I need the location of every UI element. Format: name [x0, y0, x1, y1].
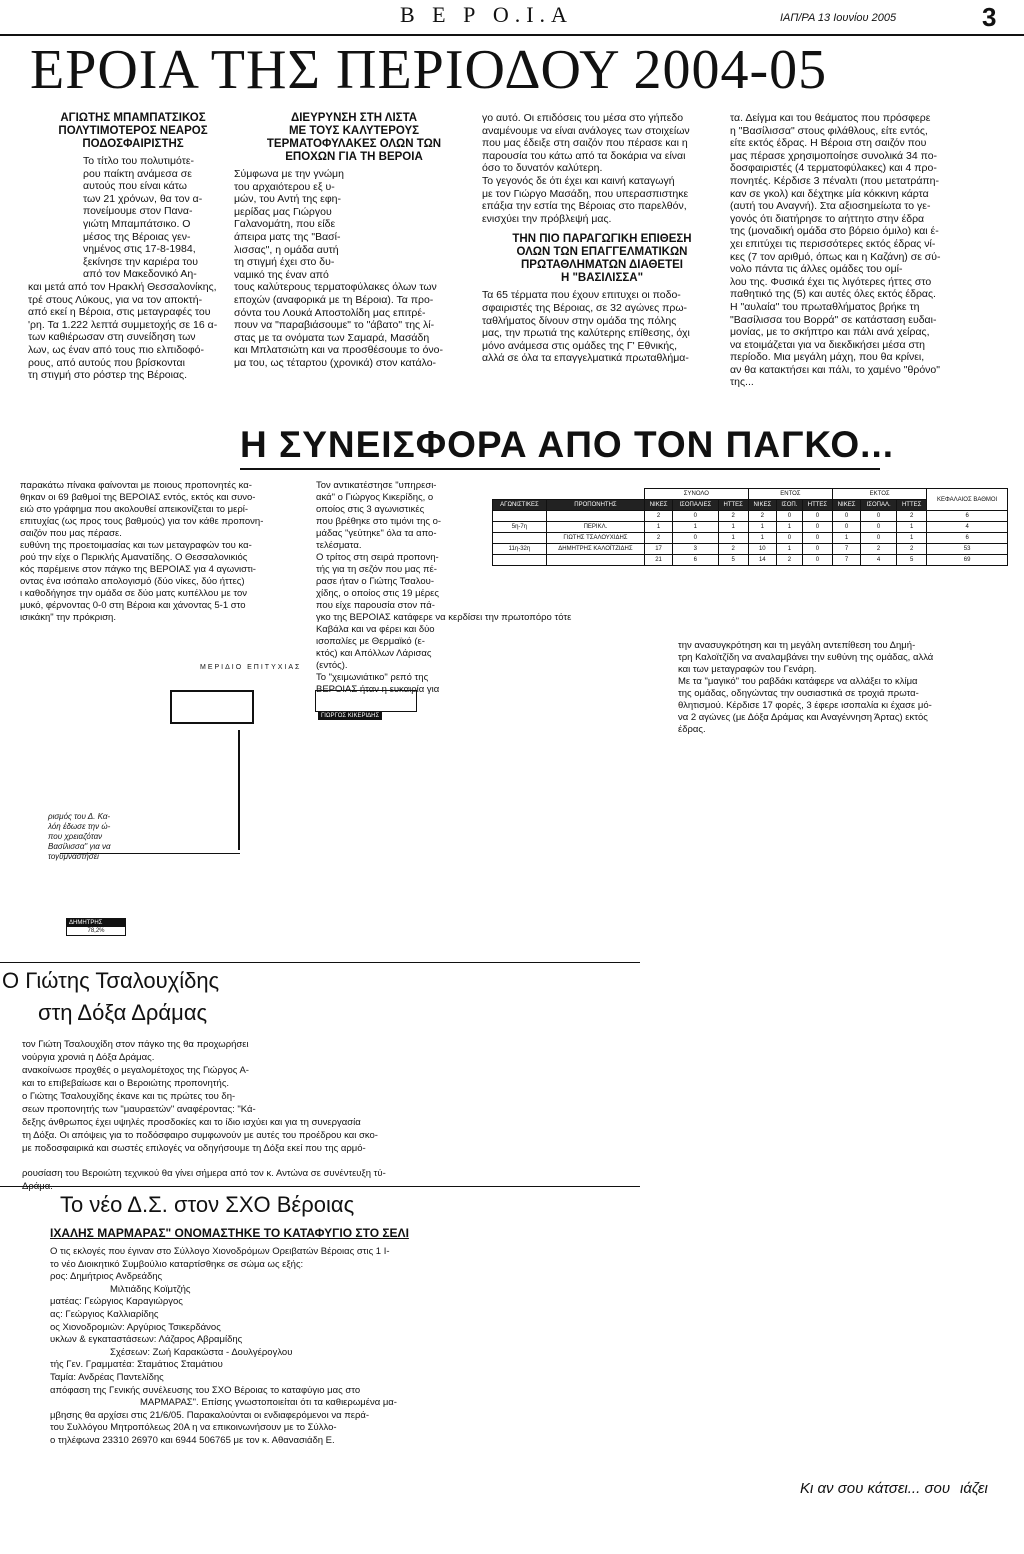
coach-name-tag: ΓΙΩΡΓΟΣ ΚΙΚΕΡΙΔΗΣ	[318, 712, 382, 720]
table-row: 2 0 2 2 0 0 0 0 2 6	[493, 511, 1008, 522]
percentage-tag	[66, 918, 126, 936]
chart-caption: ΜΕΡΙΔΙΟ ΕΠΙΤΥΧΙΑΣ	[200, 664, 302, 671]
article-babatsikos	[28, 112, 238, 382]
table-group-header: ΚΕΦΑΛΑΙΟΣ ΒΑΘΜΟΙ	[927, 489, 1008, 511]
page-number: 3	[982, 2, 997, 32]
percentage-tag-value: 78,2%	[87, 928, 105, 934]
section-divider-2	[0, 1186, 640, 1187]
dateline: ΙΑΠ/ΡΑ 13 Ιουνίου 2005	[780, 12, 897, 24]
chart-vertical-rule	[238, 730, 240, 850]
photo-caption: ρισμός του Δ. Κα- λόη έδωσε την ώ- που χρειαζόταν Βασίλισσα" για να τογυμναστήσει	[48, 812, 111, 861]
table-group-header: ΣΥΝΟΛΟ	[645, 489, 749, 500]
article-goalkeepers-title: ΔΙΕΥΡΥΝΣΗ ΣΤΗ ΛΙΣΤΑ ΜΕ ΤΟΥΣ ΚΑΛΥΤΕΡΟΥΣ ΤΕΡΜΑΤΟΦΥΛΑΚΕΣ ΟΛΩΝ ΤΩΝ ΕΠΟΧΩΝ ΓΙΑ ΤΗ ΒΕΡΟΙΑ	[266, 112, 442, 163]
sxo-headline: Το νέο Δ.Σ. στον ΣΧΟ Βέροιας	[60, 1192, 355, 1217]
coaches-table	[492, 488, 1008, 566]
table-group-header-row	[493, 489, 1008, 500]
bench-article-left: παρακάτω πίνακα φαίνονται με ποιους προπονητές κα- θηκαν οι 69 βαθμοί της ΒΕΡΟΙΑΣ εντός, εκτός και συνο- ειώ στο γράφημα που ακολουθεί απεικονίζεται το μερί- επιτυχίας (ως προς τους βαθμούς) για τον κάθε προπονη- σαιζόν που μας πέρασε. ευθύνη της προετοιμασίας και των μεταγραφών του κα- ρού την είχε ο Περικλής Αμανατίδης. Ο Θεσσαλονικιός κός παρέμεινε στον πάγκο της ΒΕΡΟΙΑΣ για 4 αγωνιστι- οντας ένα ισόπαλο απολογισμό (δύο νίκες, δύο ήττες) ι καθοδήγησε την ομάδα σε δύο ματς κυπέλλου με τον μυκό, φέρνοντας 0-0 στη Βέροια και χάνοντας 5-1 στο ισικάκη" την πρόκριση.	[20, 480, 264, 623]
article-babatsikos-body: Το τίτλο του πολυτιμότε- ρου παίκτη ανάμεσα σε αυτούς που είναι κάτω των 21 χρόνων, θα τον α- πονείμουμε στον Πανα- γιώτη Μπαμπάτσικο. Ο μέσος της Βέροιας γεν- νημένος στις 17-8-1984, ξεκίνησε την καριέρα του από τον Μακεδονικό Αη- και μετά από τον Ηρακλή Θεσσαλονίκης, τρέ στους Λύκους, για να τον αποκτή- από εκεί η Βέροια, στις μεταγραφές του 'ρη. Τα 1.222 λεπτά συμμετοχής σε 16 α- των καθιέρωσαν στη συνείδηση των λων, ως έναν από τους πιο ελπιδοφό- ρους, από αυτούς που βρίσκονται τη στιγμή στο ρόστερ της Βέροιας.	[28, 155, 218, 382]
sxo-subhead: ΙΧΑΛΗΣ ΜΑΡΜΑΡΑΣ" ΟΝΟΜΑΣΤΗΚΕ ΤΟ ΚΑΤΑΦΥΓΙΟ ΣΤΟ ΣΕΛΙ	[50, 1226, 409, 1240]
article-attack: γο αυτό. Οι επιδόσεις του μέσα στο γήπεδο αναμένουμε να είναι ανάλογες των στοιχείων που μας έδειξε στη σαιζόν που πέρασε και η παρουσία του κάτω από τα δοκάρια να είναι όσο το δυνατόν καλύτερη. Το γεγονός δε ότι έχει και καινή καταγωγή με τον Γιώργο Μασάδη, που υπερασπιστηκε επάξια την εστία της Βέροιας στο παρελθόν, ενισχύει την πρόβλεψή μας. ΤΗΝ ΠΙΟ ΠΑΡΑΓΩΓΙΚΗ ΕΠΙΘΕΣΗ ΟΛΩΝ ΤΩΝ ΕΠΑΓΓΕΛΜΑΤΙΚΩΝ ΠΡΩΤΑΘΛΗΜΑΤΩΝ ΔΙΑΘΕΤΕΙ Η "ΒΑΣΙΛΙΣΣΑ" Τα 65 τέρματα που έχουν επιτυχει οι ποδο- σφαιριστές της Βέροιας, σε 32 αγώνες πρω- ταθλήματος δίνουν στην ομάδα της πόλης μας, την πρωτιά της καλύτερης επίθεσης, όχι μόνο ανάμεσα στις ομάδες της Γ' Εθνικής, αλλά σε όλα τα επαγγελματικά πρωταθλήμα-	[482, 112, 722, 365]
table-total-row: 21 6 5 14 2 0 7 4 5 69	[493, 555, 1008, 566]
tsalouchidis-headline-2: στη Δόξα Δράμας	[38, 1000, 208, 1025]
section-divider	[0, 962, 640, 963]
article-goalkeepers	[234, 112, 474, 370]
table-header-row: ΑΓΩΝΙΣΤΙΚΕΣ ΠΡΟΠΟΝΗΤΗΣ ΝΙΚΕΣ ΙΣΟΠΑΛΙΕΣ ΗΤΤΕΣ ΝΙΚΕΣ ΙΣΟΠ. ΗΤΤΕΣ ΝΙΚΕΣ ΙΣΟΠΑΛ. ΗΤΤΕΣ	[493, 500, 1008, 511]
masthead: Β Ε Ρ Ο.Ι.Α	[400, 2, 573, 27]
footer-tagline-left: Κι αν σου κάτσει... σου	[800, 1480, 951, 1497]
article-goalkeepers-body: Σύμφωνα με την γνώμη του αρχαιότερου εξ υ- μών, του Αντή της εφη- μερίδας μας Γιώργου Γαλανομάτη, που είδε άπειρα ματς της "Βασί- λισσας", η ομάδα αυτή τη στιγμή έχει στο δυ- ναμικό της έναν από τους καλύτερους τερματοφύλακες όλων των εποχών (αναφορικά με τη Βέροια). Τα προ- σόντα του Λουκά Αποστολίδη μας επιτρέ- πουν να "παραβιάσουμε" το "άβατο" της λί- στας με τα ονόματα των Σαμαρά, Μασάδη και Μπλατσιώτη και να προσθέσουμε το όνο- μα του, ως τέταρτου (χρονικά) στον κατάλο-	[234, 168, 443, 369]
table-group-header: ΕΚΤΟΣ	[833, 489, 927, 500]
page-banner: ΕΡΟΙΑ ΤΗΣ ΠΕΡΙΟΔΟΥ 2004-05	[30, 39, 828, 101]
percentage-tag-name: ΔΗΜΗΤΡΗΣ	[67, 919, 125, 927]
bench-headline: Η ΣΥΝΕΙΣΦΟΡΑ ΑΠΟ ΤΟΝ ΠΑΓΚΟ...	[240, 424, 895, 465]
bench-headline-rule	[240, 468, 880, 470]
table-row: ΓΙΩΤΗΣ ΤΣΑΛΟΥΧΙΔΗΣ 2 0 1 1 0 0 1 0 1 6	[493, 533, 1008, 544]
tsalouchidis-body: τον Γιώτη Τσαλουχίδη στον πάγκο της θα προχωρήσει νούργια χρονιά η Δόξα Δράμας. ανακοίνωσε προχθές ο μεγαλομέτοχος της Γιώργος Α- και το επιβεβαίωσε και ο Βεροιώτης προπονητής. ο Γιώτης Τσαλουχίδης έκανε και τις πρώτες του δη- σεων προπονητής των "μαυραετών" αναφέροντας: "Κά- δεξης άνθρωπος έχει υψηλές προσδοκίες και το ίδιο ισχύει και για τη συνεργασία τη Δόξα. Οι απόψεις για το ποδόσφαιρο συμφωνούν με αυτές του προέδρου και σκο- με ποδοσφαιρικά και σωστές επιλογές να οδηγήσουμε τη Δόξα εκεί που της αρμό- ρουσίαση του Βεροιώτη τεχνικού θα γίνει σήμερα από τον κ. Αντώνα σε συνέντευξη τύ-	[22, 1039, 386, 1179]
article-babatsikos-title: ΑΓΙΩΤΗΣ ΜΠΑΜΠΑΤΣΙΚΟΣ ΠΟΛΥΤΙΜΟΤΕΡΟΣ ΝΕΑΡΟΣ ΠΟΔΟΣΦΑΙΡΙΣΤΗΣ	[58, 112, 208, 150]
table-row: 5η-7η ΠΕΡΙΚΛ. 1 1 1 1 1 0 0 0 1 4	[493, 522, 1008, 533]
article-season-summary: τα. Δείγμα και του θεάματος που πρόσφερε η "Βασίλισσα" στους φιλάθλους, είτε εντός, είτε εκτός έδρας. Η Βέροια στη σαιζόν που μας πέρασε χρησιμοποίησε συνολικά 34 πο- δοσφαιριστές (4 τερματοφύλακες) και 4 προ- πονητές. Κέρδισε 3 πέναλτι (που μετατράπη- καν σε γκολ) και δέχτηκε μία κόκκινη κάρτα (αυτή του Αναγνή). Στα αξιοσημείωτα το γε- γονός ότι διατήρησε το αήττητο στην έδρα της (μοναδική ομάδα στο βόρειο όμιλο) και έ- χει επιτύχει τις περισσότερες εκτός έδρας νί- κες (7 τον αριθμό, όπως και η Καζάνη) σε σύ- νολο πάντα τις άλλες ομάδες του ομί- λου της. Φυσικά έχει τις λιγότερες ήττες στο παθητικό της (5) και αυτές όλες εκτός έδρας. Η "αυλαία" του πρωταθλήματος βρήκε τη "Βασίλισσα του Βορρά" σε κατάσταση ευδαι- μονίας, με το σκήπτρο και πάλι ανά χείρας, να ετοιμάζεται για να διεκδικήσει μέσα στη περίοδο. Μια μεγάλη μάχη, που θα κρίνει, αν θα κατακτήσει και πάλι, το χαμένο "θρόνο" της...	[730, 112, 941, 389]
header-rule	[0, 34, 1024, 36]
bench-article-mid: Τον αντικατέστησε "υπηρεσι- ακά" ο Γιώργος Κικερίδης, ο οποίος στις 3 αγωνιστικές που βρέθηκε στο τιμόνι της ο- μάδας "γεύτηκε" όλα τα απο- τελέσματα. Ο τρίτος στη σειρά προπονη- τής για τη σεζόν που μας πέ- ρασε ήταν ο Γιώτης Τσαλου- χίδης, ο οποίος στις 19 μέρες που είχε παρουσία στον πά- γκο της ΒΕΡΟΙΑΣ κατάφερε να κερδίσει την πρωτοπόρο τότε Καβάλα και να φέρει και δύο ισοπαλίες με Θερμαϊκό (ε- κτός) και Απόλλων Λάρισας (εντός). Το "χειμωνιάτικο" ρεπό της ΒΕΡΟΙΑΣ ήταν η ευκαιρία για	[316, 480, 572, 695]
article-attack-title: ΤΗΝ ΠΙΟ ΠΑΡΑΓΩΓΙΚΗ ΕΠΙΘΕΣΗ ΟΛΩΝ ΤΩΝ ΕΠΑΓΓΕΛΜΑΤΙΚΩΝ ΠΡΩΤΑΘΛΗΜΑΤΩΝ ΔΙΑΘΕΤΕΙ Η "ΒΑΣΙΛΙΣΣΑ"	[512, 233, 692, 285]
footer-tagline-right: ιάζει	[960, 1480, 988, 1497]
tsalouchidis-headline-1: Ο Γιώτης Τσαλουχίδης	[2, 968, 220, 993]
chart-frame	[315, 690, 417, 712]
sxo-body: Ο τις εκλογές που έγιναν στο Σύλλογο Χιονοδρόμων Ορειβατών Βέροιας στις 1 Ι- το νέο Διοικητικό Συμβούλιο καταρτίσθηκε σε σώμα ως εξής: ρος: Δημήτριος Ανδρεάδης Μιλτιάδης Κοϊμτζής ματέας: Γεώργιος Καραγιώργος ας: Γεώργιος Καλλιαρίδης ος Χιονοδρομιών: Αργύριος Τσικερδάνος υκλων & εγκαταστάσεων: Λάζαρος Αβραμίδης Σχέσεων: Ζωή Καρακώστα - Δουλγέρογλου τής Γεν. Γραμματέα: Σταμάτιος Σταμάτιου Ταμία: Ανδρέας Παντελίδης απόφαση της Γενικής συνέλευσης του ΣΧΟ Βέροιας το καταφύγιο μας στο ΜΑΡΜΑΡΑΣ". Επίσης γνωστοποιείται ότι τα καθιερωμένα μα- μβησης θα αρχίσει στις 21/6/05. Παρακαλούνται οι ενδιαφερόμενοι να περά- του Συλλόγου Μητροπόλεως 20Α η να επικοινωνήσουν με το Σύλλο- ο τηλέφωνα 23310 26970 και 6944 506765 με τον κ. Αθανασιάδη Ε.	[50, 1246, 397, 1446]
photo-frame	[170, 690, 254, 724]
table-group-header: ΕΝΤΟΣ	[748, 489, 832, 500]
table-row: 11η-32η ΔΗΜΗΤΡΗΣ ΚΑΛΟΪΤΖΙΔΗΣ 17 3 2 10 1 0 7 2 2 53	[493, 544, 1008, 555]
bench-article-right: την ανασυγκρότηση και τη μεγάλη αντεπίθεση του Δημή- τρη Καλοϊτζίδη να αναλαμβάνει την ευθύνη της ομάδας, αλλά και των μεταγραφών του Γενάρη. Με τα "μαγικό" του ραβδάκι κατάφερε να αλλάξει το κλίμα της ομάδας, οδηγώντας την ουσιαστικά σε τροχιά πρωτα- θλητισμού. Κέρδισε 17 φορές, 3 έφερε ισοπαλία κι έχασε μό- να 2 αγώνες (με Δόξα Δράμας και Αναγέννηση Άρτας) εκτός έδρας.	[678, 640, 934, 735]
